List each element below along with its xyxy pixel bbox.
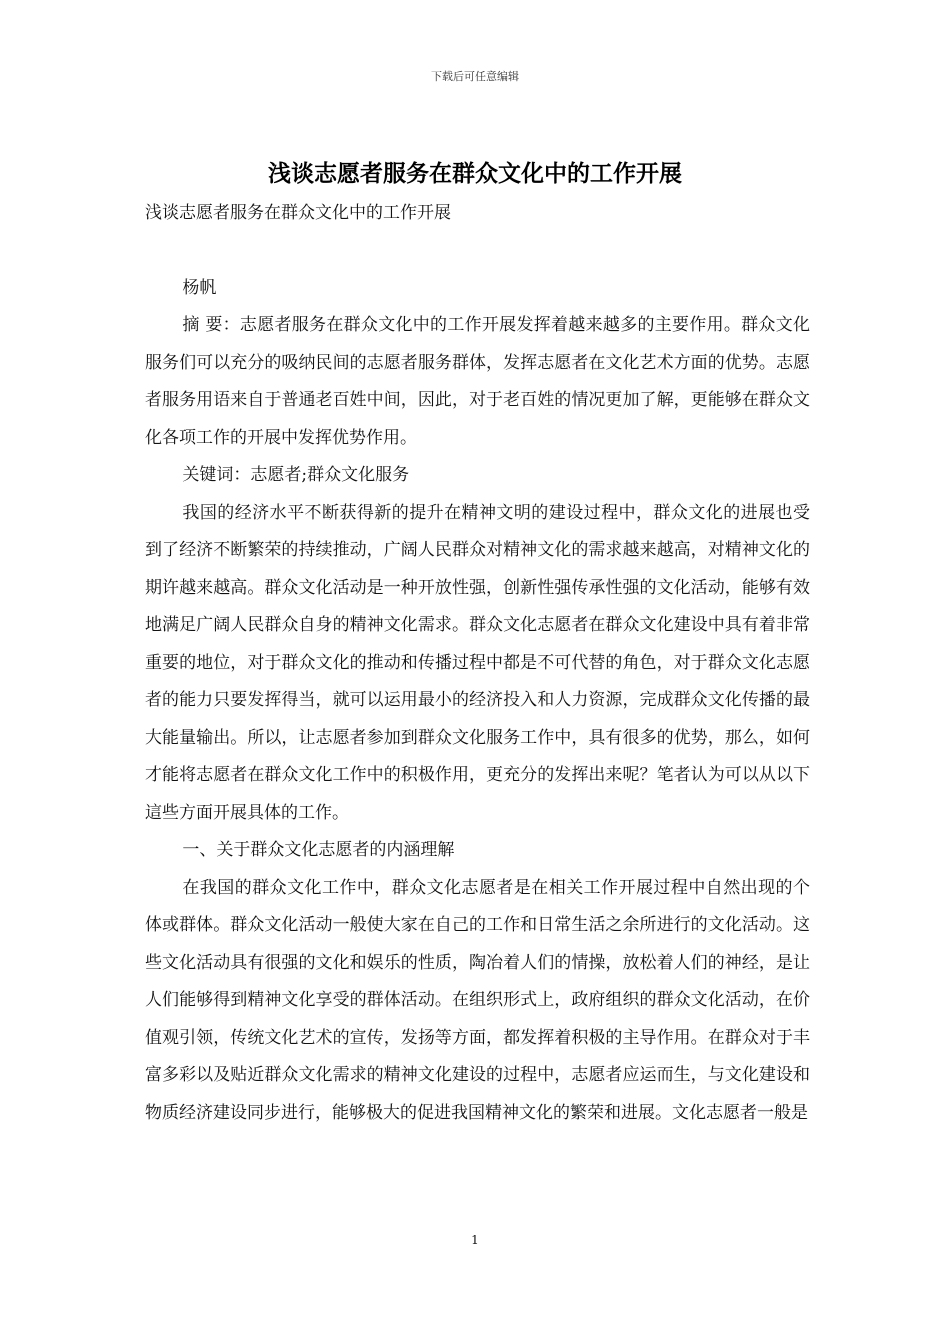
section-heading-1: 一、关于群众文化志愿者的内涵理解 <box>182 840 455 860</box>
author-name: 杨帆 <box>182 277 217 298</box>
abstract-paragraph: 摘 要：志愿者服务在群众文化中的工作开展发挥着越来越多的主要作用。群众文化服务们可以充分的吸纳民间的志愿者服务群体，发挥志愿者在文化艺术方面的优势。志愿者服务用语来自于普通老百姓中间，因此，对于老百姓的情况更加了解，更能够在群众文化各项工作的开展中发挥优势作用。 <box>145 315 810 448</box>
blank-line <box>145 233 810 270</box>
document-body <box>145 195 810 1132</box>
header-note: 下载后可任意编辑 <box>431 70 519 83</box>
body-paragraph-2: 在我国的群众文化工作中，群众文化志愿者是在相关工作开展过程中自然出现的个体或群体。群众文化活动一般使大家在自己的工作和日常生活之余所进行的文化活动。这些文化活动具有很强的文化和娱乐的性质，陶冶着人们的情操，放松着人们的神经，是让人们能够得到精神文化享受的群体活动。在组织形式上，政府组织的群众文化活动，在价值观引领，传统文化艺术的宣传，发扬等方面，都发挥着积极的主导作用。在群众对于丰富多彩以及贴近群众文化需求的精神文化建设的过程中，志愿者应运而生，与文化建设和物质经济建设同步进行，能够极大的促进我国精神文化的繁荣和进展。文化志愿者一般是 <box>145 877 810 1123</box>
keywords-line: 关键词：志愿者;群众文化服务 <box>182 465 410 485</box>
page-number: 1 <box>471 1233 479 1247</box>
document-subtitle: 浅谈志愿者服务在群众文化中的工作开展 <box>145 203 451 223</box>
body-paragraph-1: 我国的经济水平不断获得新的提升在精神文明的建设过程中，群众文化的进展也受到了经济不断繁荣的持续推动，广阔人民群众对精神文化的需求越来越高，对精神文化的期许越来越高。群众文化活动是一种开放性强，创新性强传承性强的文化活动，能够有效地满足广阔人民群众自身的精神文化需求。群众文化志愿者在群众文化建设中具有着非常重要的地位，对于群众文化的推动和传播过程中都是不可代替的角色，对于群众文化志愿者的能力只要发挥得当，就可以运用最小的经济投入和人力资源，完成群众文化传播的最大能量输出。所以，让志愿者参加到群众文化服务工作中，具有很多的优势，那么，如何才能将志愿者在群众文化工作中的积极作用，更充分的发挥出来呢？笔者认为可以从以下這些方面开展具体的工作。 <box>145 502 810 823</box>
document-title: 浅谈志愿者服务在群众文化中的工作开展 <box>268 160 682 187</box>
